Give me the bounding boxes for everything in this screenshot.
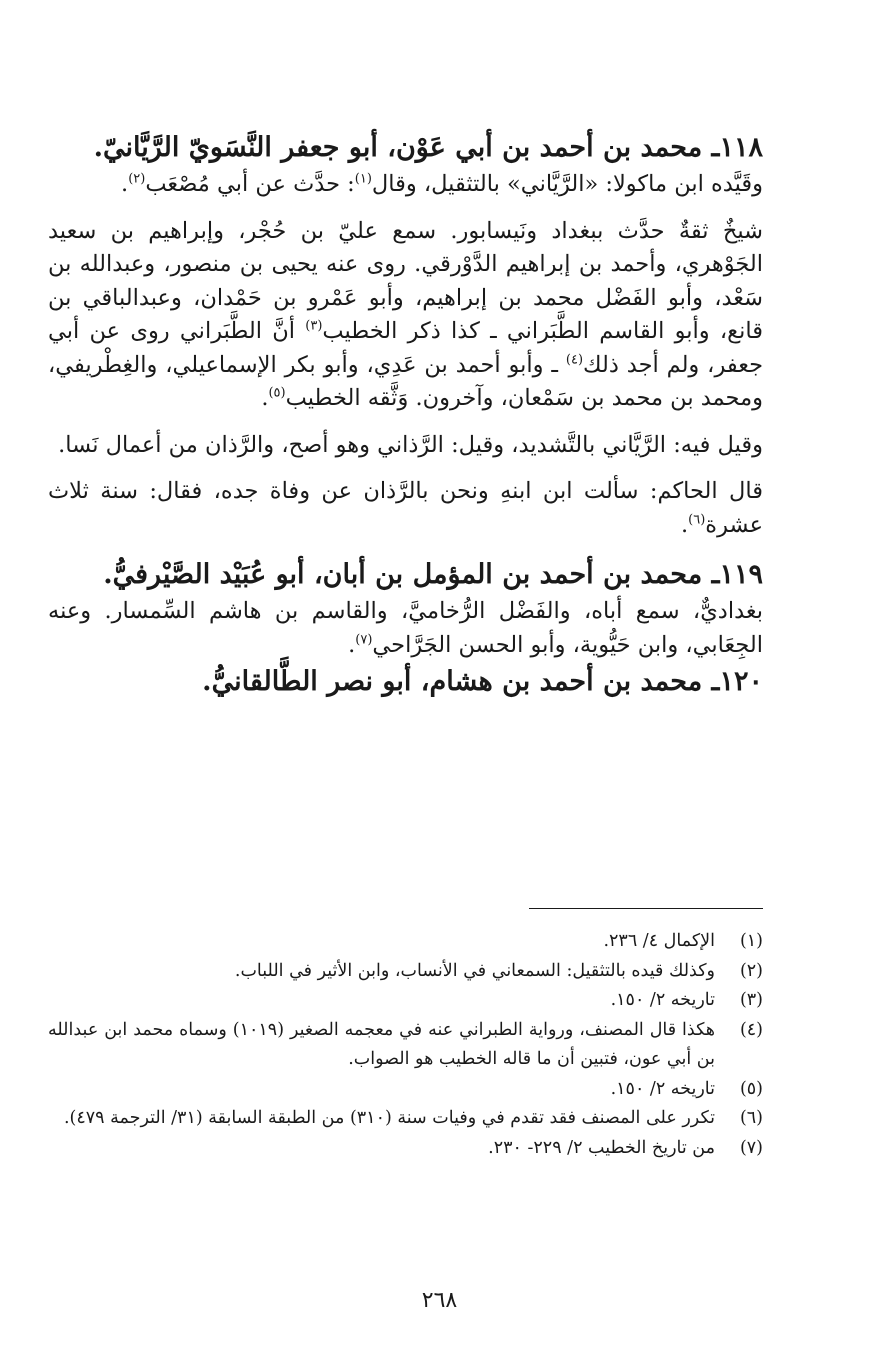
footnote — [48, 1104, 763, 1134]
footnotes-section — [48, 908, 763, 1163]
footnote-number: (٦) — [739, 1108, 763, 1128]
text-run: . — [681, 511, 689, 538]
footnote — [48, 1075, 763, 1105]
entry-title-120: ١٢٠ـ محمد بن أحمد بن هشام، أبو نصر الطَّالقانيُّ. — [202, 666, 763, 697]
footnote-text: تاريخه ٢/ ١٥٠. — [610, 990, 715, 1010]
entry-118-paragraph-4 — [48, 475, 763, 542]
entry-title-119: ١١٩ـ محمد بن أحمد بن المؤمل بن أبان، أبو عُبَيْد الصَّيْرفيُّ. — [103, 559, 763, 590]
page-number: ٢٦٨ — [421, 1288, 458, 1313]
text-run: شيخٌ ثقةٌ حدَّث ببغداد ونَيسابور. سمع عليّ بن حُجْر، وإبراهيم بن سعيد الجَوْهري، وأحمد بن إبراهيم الدَّوْرقي. روى عنه يحيى بن منصور، وعبدالله بن سَعْد، وأبو الفَضْل محمد بن إبراهيم، وأبو عَمْرو بن حَمْدان، وعبدالباقي بن قانع، وأبو القاسم الطَّبَراني ـ كذا ذكر الخطيب — [48, 217, 764, 344]
text-run: ـ وأبو أحمد بن عَدِي، وأبو بكر الإسماعيلي، والغِطْريفي، ومحمد بن محمد بن سَمْعان، وآخرون. وَثَّقه الخطيب — [48, 351, 763, 411]
text-run: وقَيَّده ابن ماكولا: «الرَّيَّاني» بالتثقيل، وقال — [371, 171, 763, 197]
footnote-ref-2: (٢) — [128, 171, 146, 187]
footnote-ref-3: (٣) — [305, 318, 323, 334]
entry-title-118: ١١٨ـ محمد بن أحمد بن أبي عَوْن، أبو جعفر النَّسَويّ الرَّيَّانيّ. — [93, 132, 763, 163]
footnote — [48, 957, 763, 987]
footnote-ref-4: (٤) — [565, 352, 584, 367]
text-run: أنَّ الطَّبَراني روى عن أبي جعفر، ولم أجد ذلك — [48, 318, 763, 378]
footnote-ref-7: (٧) — [355, 632, 373, 647]
footnote-text: وكذلك قيده بالتثقيل: السمعاني في الأنساب، وابن الأثير في اللباب. — [234, 960, 715, 981]
footnote-number: (٣) — [739, 990, 763, 1010]
footnote-text: تاريخه ٢/ ١٥٠. — [610, 1078, 715, 1099]
text-run: : حدَّث عن أبي مُصْعَب — [145, 171, 355, 197]
entry-118-paragraph-1 — [48, 168, 763, 202]
text-run: . — [261, 385, 269, 411]
footnote — [48, 927, 763, 957]
footnote-divider — [529, 908, 763, 909]
footnote-ref-1: (١) — [354, 171, 372, 187]
footnote-text: هكذا قال المصنف، ورواية الطبراني عنه في معجمه الصغير (١٠١٩) وسماه محمد ابن عبدالله بن أبي عون، فتبين أن ما قاله الخطيب هو الصواب. — [48, 1019, 715, 1069]
text-run: بغداديٌّ، سمع أباه، والفَضْل الرُّخاميَّ، والقاسم بن هاشم السِّمسار. وعنه الجِعَابي، وابن حَيُّوية، وأبو الحسن الجَرَّاحي — [48, 598, 763, 658]
footnote-number: (٢) — [739, 960, 763, 981]
footnote-text: الإكمال ٤/ ٢٣٦. — [603, 931, 715, 951]
footnote-number: (١) — [739, 931, 763, 951]
footnote-number: (٤) — [739, 1019, 763, 1040]
footnote-number: (٧) — [739, 1137, 763, 1158]
text-run: قال الحاكم: سألت ابن ابنهِ ونحن بالرَّذان عن وفاة جده، فقال: سنة ثلاث عشرة — [48, 478, 763, 538]
entry-119-paragraph-1 — [48, 595, 763, 662]
footnote — [48, 1016, 763, 1075]
text-run: . — [348, 631, 356, 658]
footnote — [48, 986, 763, 1016]
footnote-text: من تاريخ الخطيب ٢/ ٢٢٩- ٢٣٠. — [488, 1137, 715, 1158]
text-run: . — [121, 171, 129, 197]
text-run: وقيل فيه: الرَّيَّاني بالتَّشديد، وقيل: الرَّذاني وهو أصح، والرَّذان من أعمال نَسا. — [58, 431, 763, 458]
footnote-text: تكرر على المصنف فقد تقدم في وفيات سنة (٣١٠) من الطبقة السابقة (٣١/ الترجمة ٤٧٩). — [63, 1108, 715, 1128]
entry-118-paragraph-3 — [48, 429, 763, 463]
footnote-number: (٥) — [739, 1078, 763, 1099]
footnote-ref-5: (٥) — [268, 385, 286, 401]
main-text — [48, 128, 763, 702]
footnote — [48, 1134, 763, 1164]
footnote-ref-6: (٦) — [688, 512, 706, 527]
entry-118-paragraph-2 — [48, 215, 763, 416]
